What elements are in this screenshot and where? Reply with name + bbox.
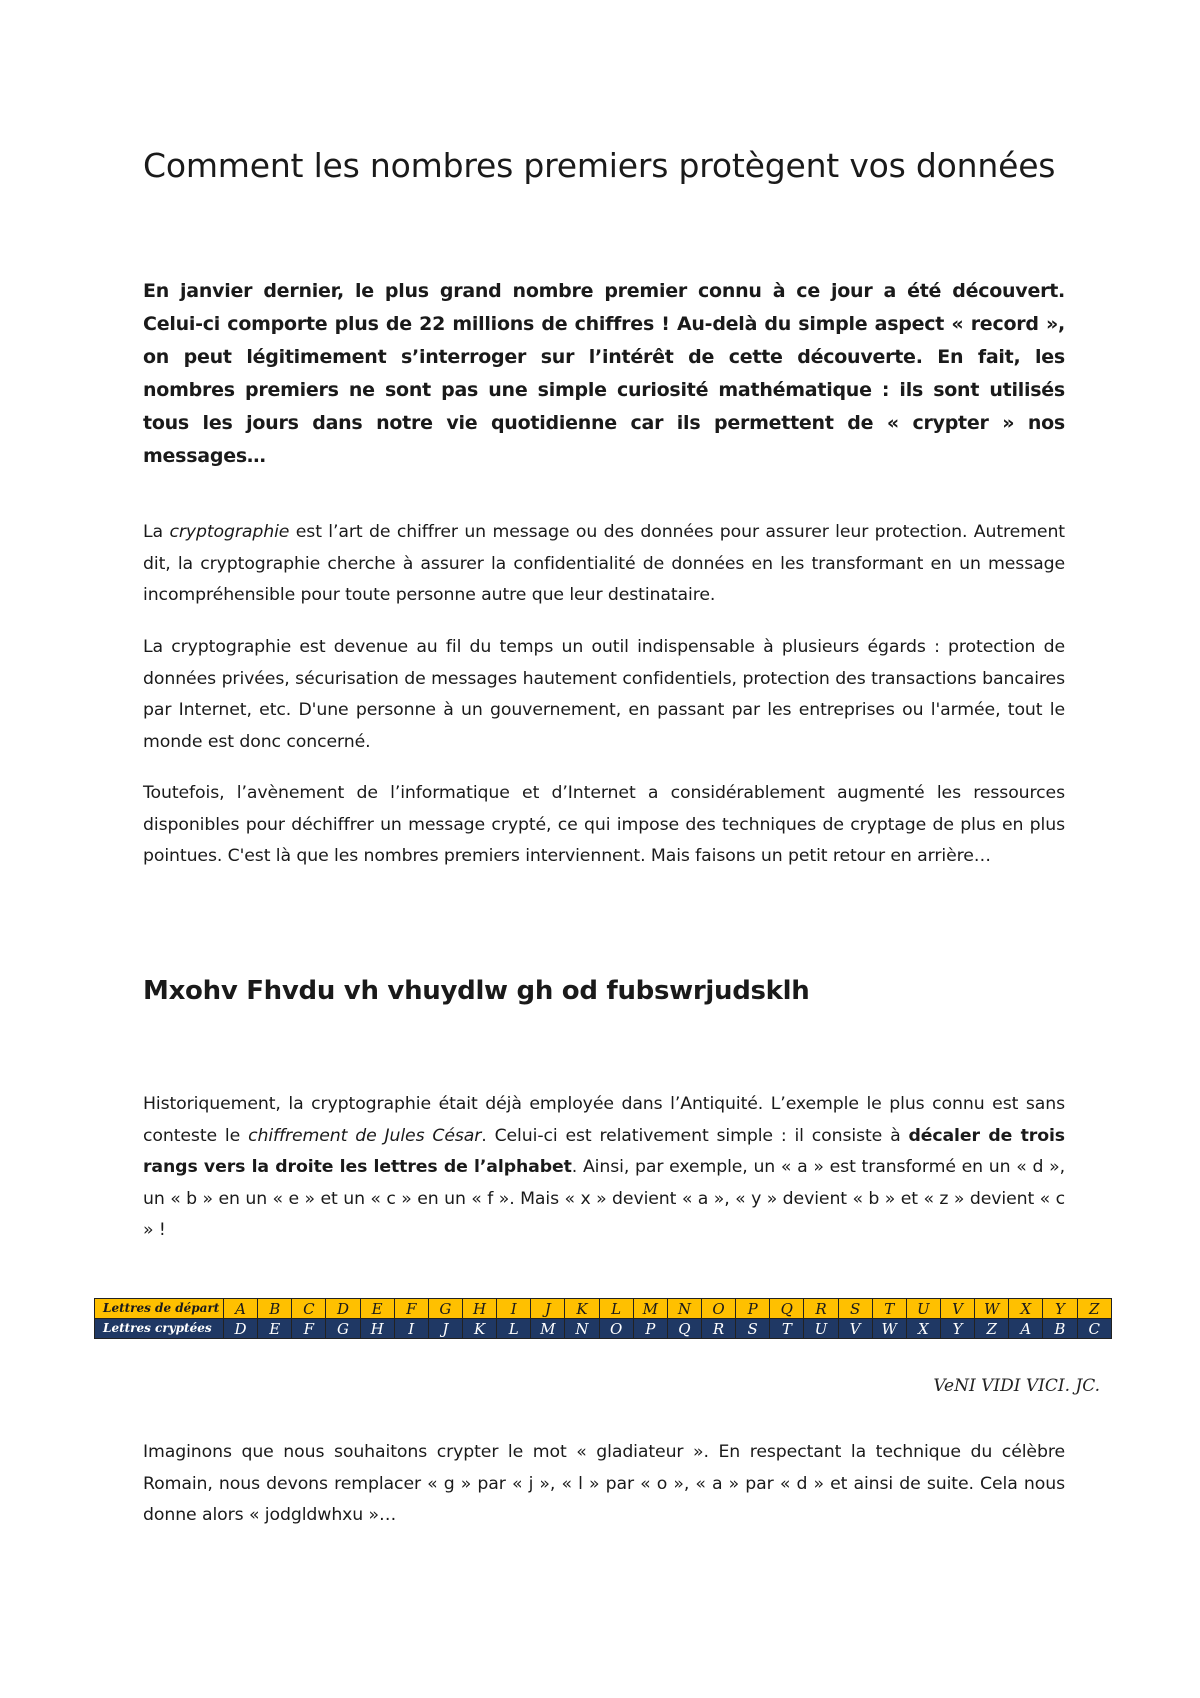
letter-depart-cell: P [736, 1299, 770, 1319]
letter-crypt-cell: H [360, 1319, 394, 1339]
signature: VeNI VIDI VICI. JC. [933, 1376, 1100, 1396]
letter-depart-cell: B [258, 1299, 292, 1319]
letter-crypt-cell: P [633, 1319, 667, 1339]
letter-crypt-cell: E [258, 1319, 292, 1339]
row-label-depart: Lettres de départ [95, 1299, 224, 1319]
letter-depart-cell: W [975, 1299, 1009, 1319]
letter-depart-cell: T [872, 1299, 906, 1319]
letter-crypt-cell: M [531, 1319, 565, 1339]
term-chiffrement-cesar: chiffrement de Jules César [248, 1125, 482, 1146]
letter-depart-cell: F [394, 1299, 428, 1319]
letter-depart-cell: G [428, 1299, 462, 1319]
paragraph-informatique: Toutefois, l’avènement de l’informatique et d’Internet a considérablement augmenté les ressources disponibles pour déchiffrer un message crypté, ce qui impose des techniques de cryptage de plus en plus pointues. C'est là que les nombres premiers interviennent. Mais faisons un petit retour en arrière… [143, 783, 1065, 866]
paragraph-cryptographie-definition: La cryptographie est l’art de chiffrer un message ou des données pour assurer leur protection. Autrement dit, la cryptographie cherche à assurer la confidentialité de données en les transformant en un message incompréhensible pour toute personne autre que leur destinataire. [143, 522, 1065, 605]
letter-crypt-cell: G [326, 1319, 360, 1339]
row-lettres-cryptees [95, 1319, 1112, 1339]
intro-paragraph: En janvier dernier, le plus grand nombre premier connu à ce jour a été découvert. Celui-ci comporte plus de 22 millions de chiffres ! Au-delà du simple aspect « record », on peut légitimement s’interroger sur l’intérêt de cette découverte. En fait, les nombres premiers ne sont pas une simple curiosité mathématique : ils sont utilisés tous les jours dans notre vie quotidienne car ils permettent de « crypter » nos messages… [143, 280, 1065, 467]
letter-depart-cell: D [326, 1299, 360, 1319]
letter-crypt-cell: Q [667, 1319, 701, 1339]
letter-crypt-cell: J [428, 1319, 462, 1339]
letter-depart-cell: R [804, 1299, 838, 1319]
letter-depart-cell: O [701, 1299, 735, 1319]
letter-depart-cell: H [462, 1299, 496, 1319]
letter-depart-cell: S [838, 1299, 872, 1319]
term-cryptographie: cryptographie [169, 522, 290, 542]
paragraph-usages: La cryptographie est devenue au fil du temps un outil indispensable à plusieurs égards : protection de données privées, sécurisation de messages hautement confidentiels, protection des transactions bancaires par Internet, etc. D'une personne à un gouvernement, en passant par les entreprises ou l'armée, tout le monde est donc concerné. [143, 637, 1065, 752]
letter-crypt-cell: T [770, 1319, 804, 1339]
cesar-cipher-table [94, 1298, 1112, 1339]
letter-crypt-cell: K [462, 1319, 496, 1339]
letter-depart-cell: L [599, 1299, 633, 1319]
letter-depart-cell: U [906, 1299, 940, 1319]
letter-crypt-cell: A [1009, 1319, 1043, 1339]
paragraph-gladiateur: Imaginons que nous souhaitons crypter le mot « gladiateur ». En respectant la technique du célèbre Romain, nous devons remplacer « g » par « j », « l » par « o », « a » par « d » et ainsi de suite. Cela nous donne alors « jodgldwhxu »… [143, 1442, 1065, 1525]
letter-crypt-cell: F [292, 1319, 326, 1339]
letter-crypt-cell: O [599, 1319, 633, 1339]
letter-depart-cell: E [360, 1299, 394, 1319]
letter-crypt-cell: D [224, 1319, 258, 1339]
letter-depart-cell: K [565, 1299, 599, 1319]
section-heading-encrypted: Mxohv Fhvdu vh vhuydlw gh od fubswrjudsklh [143, 976, 810, 1006]
letter-crypt-cell: X [906, 1319, 940, 1339]
letter-depart-cell: Q [770, 1299, 804, 1319]
letter-crypt-cell: Y [940, 1319, 974, 1339]
letter-crypt-cell: U [804, 1319, 838, 1339]
page-title: Comment les nombres premiers protègent vos données [143, 146, 1056, 185]
paragraph-cesar: Historiquement, la cryptographie était déjà employée dans l’Antiquité. L’exemple le plus connu est sans conteste le chiffrement de Jules César. Celui-ci est relativement simple : il consiste à décaler de trois rangs vers la droite les lettres de l’alphabet. Ainsi, par exemple, un « a » est transformé en un « d », un « b » en un « e » et un « c » en un « f ». Mais « x » devient « a », « y » devient « b » et « z » devient « c » ! [143, 1094, 1065, 1240]
letter-crypt-cell: N [565, 1319, 599, 1339]
row-label-cryptees: Lettres cryptées [95, 1319, 224, 1339]
letter-depart-cell: J [531, 1299, 565, 1319]
letter-crypt-cell: C [1077, 1319, 1111, 1339]
letter-depart-cell: X [1009, 1299, 1043, 1319]
letter-crypt-cell: B [1043, 1319, 1077, 1339]
letter-crypt-cell: R [701, 1319, 735, 1339]
emphasis-decalage: décaler de trois rangs vers la droite les lettres de l’alphabet [143, 1125, 1065, 1177]
letter-depart-cell: C [292, 1299, 326, 1319]
letter-depart-cell: Z [1077, 1299, 1111, 1319]
row-lettres-depart [95, 1299, 1112, 1319]
letter-crypt-cell: L [497, 1319, 531, 1339]
letter-depart-cell: I [497, 1299, 531, 1319]
letter-crypt-cell: Z [975, 1319, 1009, 1339]
letter-crypt-cell: S [736, 1319, 770, 1339]
letter-depart-cell: M [633, 1299, 667, 1319]
letter-depart-cell: Y [1043, 1299, 1077, 1319]
letter-depart-cell: V [940, 1299, 974, 1319]
letter-crypt-cell: I [394, 1319, 428, 1339]
letter-crypt-cell: V [838, 1319, 872, 1339]
letter-crypt-cell: W [872, 1319, 906, 1339]
letter-depart-cell: N [667, 1299, 701, 1319]
letter-depart-cell: A [224, 1299, 258, 1319]
